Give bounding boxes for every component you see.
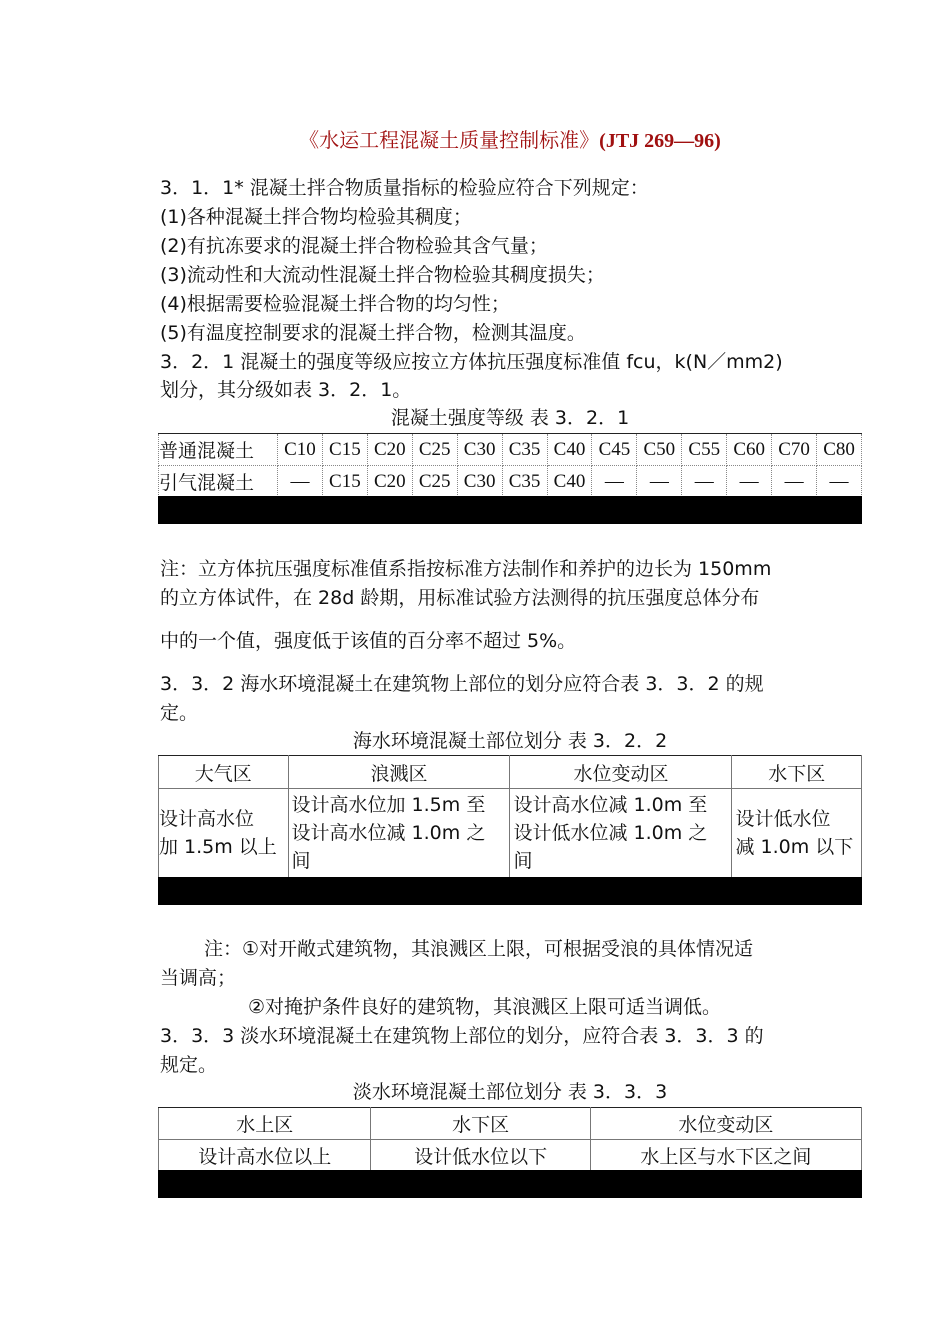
cell-line: 设计高水位减 1.0m 之 bbox=[291, 822, 486, 844]
section-3-3-2-line1: 3．3．2 海水环境混凝土在建筑物上部位的划分应符合表 3．3．2 的规 bbox=[160, 673, 764, 695]
column-header: 浪溅区 bbox=[288, 756, 510, 789]
note-line: 注：立方体抗压强度标准值系指按标准方法制作和养护的边长为 150mm bbox=[160, 558, 772, 580]
table-cell: C15 bbox=[322, 466, 367, 498]
note-line bbox=[160, 993, 860, 1022]
table-row bbox=[159, 1108, 862, 1140]
table-3-3-3-caption: 淡水环境混凝土部位划分 表 3．3．3 bbox=[352, 1081, 668, 1103]
table-cell: C25 bbox=[412, 434, 457, 466]
table-cell bbox=[288, 789, 510, 878]
list-item: (1)各种混凝土拌合物均检验其稠度； bbox=[160, 206, 472, 228]
table-cell bbox=[159, 789, 289, 878]
table-cell: — bbox=[278, 466, 323, 498]
column-header: 大气区 bbox=[159, 756, 289, 789]
table-3-3-2-caption: 海水环境混凝土部位划分 表 3．2．2 bbox=[352, 730, 668, 752]
table-cell: — bbox=[772, 466, 817, 498]
cell-line: 减 1.0m 以下 bbox=[735, 836, 854, 858]
note-line: 当调高； bbox=[160, 967, 237, 989]
table-cell: — bbox=[817, 466, 862, 498]
table-cell: C30 bbox=[457, 466, 502, 498]
table-row bbox=[159, 1140, 862, 1172]
seawater-zone-table bbox=[158, 755, 862, 878]
strength-grade-table bbox=[158, 433, 862, 497]
cell-line: 间 bbox=[291, 850, 311, 872]
row-label: 普通混凝土 bbox=[159, 434, 278, 466]
section-3-2-1-line2: 划分，其分级如表 3．2．1。 bbox=[160, 379, 412, 401]
table-cell: C35 bbox=[502, 466, 547, 498]
table-cell: C45 bbox=[592, 434, 637, 466]
cell-line: 设计低水位减 1.0m 之 bbox=[513, 822, 708, 844]
table-cell: C10 bbox=[278, 434, 323, 466]
column-header: 水位变动区 bbox=[510, 756, 732, 789]
table-row bbox=[159, 756, 862, 789]
cell-line: 设计高水位减 1.0m 至 bbox=[513, 794, 708, 816]
section-3-3-3-line1: 3．3．3 淡水环境混凝土在建筑物上部位的划分，应符合表 3．3．3 的 bbox=[160, 1025, 764, 1047]
section-3-2-1-line1: 3．2．1 混凝土的强度等级应按立方体抗压强度标准值 fcu，k(N／mm2) bbox=[160, 351, 783, 373]
note-text: 注：①对开敞式建筑物，其浪溅区上限，可根据受浪的具体情况适 bbox=[204, 938, 754, 960]
table-cell: C20 bbox=[367, 434, 412, 466]
table-cell: 设计高水位以上 bbox=[159, 1140, 371, 1172]
list-item: (5)有温度控制要求的混凝土拌合物，检测其温度。 bbox=[160, 322, 586, 344]
note-line: 中的一个值，强度低于该值的百分率不超过 5%。 bbox=[160, 630, 577, 652]
table-cell: C55 bbox=[682, 434, 727, 466]
column-header: 水下区 bbox=[371, 1108, 590, 1140]
table-cell: C70 bbox=[772, 434, 817, 466]
cell-line: 设计低水位 bbox=[735, 808, 831, 830]
table-cell: C80 bbox=[817, 434, 862, 466]
list-item: (2)有抗冻要求的混凝土拌合物检验其含气量； bbox=[160, 235, 548, 257]
note-text: ②对掩护条件良好的建筑物，其浪溅区上限可适当调低。 bbox=[248, 996, 722, 1018]
table-row bbox=[159, 434, 862, 466]
cell-line: 设计高水位 bbox=[159, 808, 255, 830]
cell-line: 设计高水位加 1.5m 至 bbox=[291, 794, 486, 816]
table-cell: C20 bbox=[367, 466, 412, 498]
table-row bbox=[159, 789, 862, 878]
cell-line: 加 1.5m 以上 bbox=[159, 836, 277, 858]
document-title bbox=[160, 126, 860, 155]
column-header: 水上区 bbox=[159, 1108, 371, 1140]
table-cell: — bbox=[637, 466, 682, 498]
section-3-3-3-line2: 规定。 bbox=[160, 1054, 218, 1076]
title-zh: 《水运工程混凝土质量控制标准》 bbox=[299, 128, 600, 152]
table-cell: C25 bbox=[412, 466, 457, 498]
table-cell: C35 bbox=[502, 434, 547, 466]
table-cell bbox=[732, 789, 862, 878]
table-cell: C15 bbox=[322, 434, 367, 466]
table-cell: C40 bbox=[547, 466, 592, 498]
table-cell: — bbox=[727, 466, 772, 498]
table-footer-bar bbox=[158, 877, 862, 905]
title-code: (JTJ 269—96) bbox=[599, 130, 721, 152]
table-footer-bar bbox=[158, 496, 862, 524]
table-footer-bar bbox=[158, 1170, 862, 1198]
row-label: 引气混凝土 bbox=[159, 466, 278, 498]
table-cell bbox=[510, 789, 732, 878]
table-cell: C40 bbox=[547, 434, 592, 466]
table-3-2-1-caption: 混凝土强度等级 表 3．2．1 bbox=[390, 407, 630, 429]
freshwater-zone-table bbox=[158, 1107, 862, 1172]
cell-line: 间 bbox=[513, 850, 533, 872]
table-cell: C60 bbox=[727, 434, 772, 466]
table-row bbox=[159, 466, 862, 498]
note-line: 的立方体试件，在 28d 龄期，用标准试验方法测得的抗压强度总体分布 bbox=[160, 587, 760, 609]
column-header: 水位变动区 bbox=[590, 1108, 861, 1140]
table-cell: 水上区与水下区之间 bbox=[590, 1140, 861, 1172]
table-cell: — bbox=[682, 466, 727, 498]
column-header: 水下区 bbox=[732, 756, 862, 789]
note-line bbox=[160, 935, 860, 964]
list-item: (4)根据需要检验混凝土拌合物的均匀性； bbox=[160, 293, 510, 315]
table-cell: C50 bbox=[637, 434, 682, 466]
section-3-1-1-heading: 3．1．1* 混凝土拌合物质量指标的检验应符合下列规定： bbox=[160, 177, 649, 199]
list-item: (3)流动性和大流动性混凝土拌合物检验其稠度损失； bbox=[160, 264, 605, 286]
section-3-3-2-line2: 定。 bbox=[160, 702, 199, 724]
table-cell: 设计低水位以下 bbox=[371, 1140, 590, 1172]
table-cell: — bbox=[592, 466, 637, 498]
table-cell: C30 bbox=[457, 434, 502, 466]
